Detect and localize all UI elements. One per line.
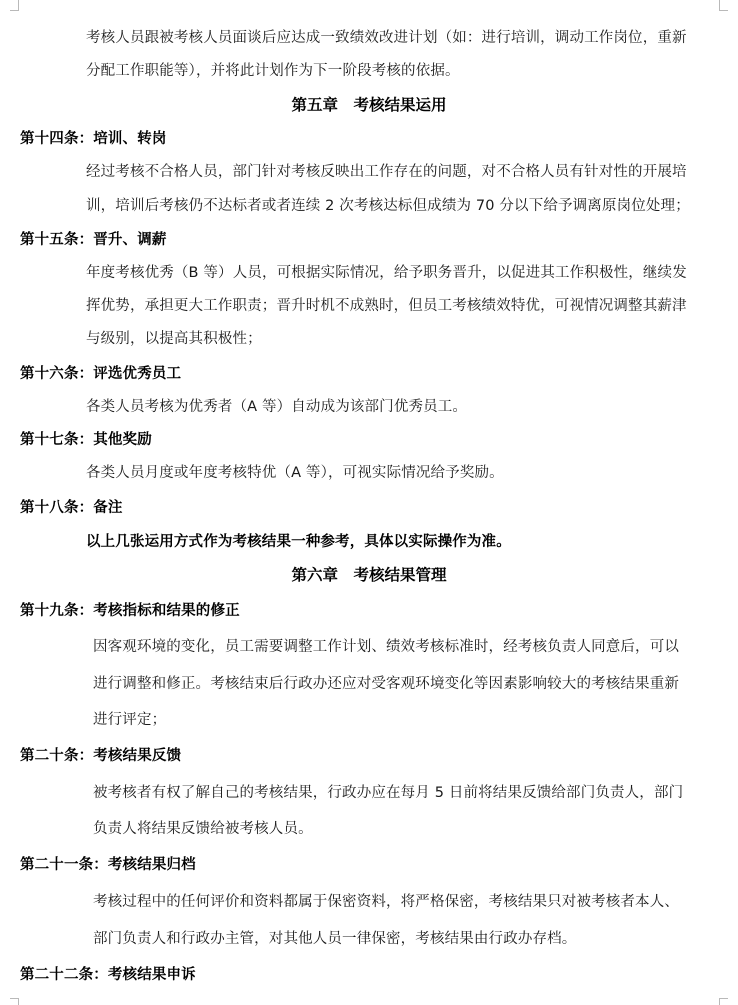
article-15-heading: 第十五条：晋升、调薪 xyxy=(20,232,167,248)
article-16-heading: 第十六条：评选优秀员工 xyxy=(20,366,182,382)
article-17-line-1: 各类人员月度或年度考核特优（A 等），可视实际情况给予奖励。 xyxy=(86,465,504,481)
article-18-line-1: 以上几张运用方式作为考核结果一种参考，具体以实际操作为准。 xyxy=(86,534,511,550)
article-14-line-1: 经过考核不合格人员，部门针对考核反映出工作存在的问题，对不合格人员有针对性的开展培 xyxy=(86,164,687,180)
article-22-heading: 第二十二条：考核结果申诉 xyxy=(20,967,196,983)
article-19-line-3: 进行评定； xyxy=(93,712,167,728)
crop-mark-bottom-left xyxy=(10,998,19,1005)
crop-mark-top-left xyxy=(10,0,19,11)
article-19-heading: 第十九条：考核指标和结果的修正 xyxy=(20,603,240,619)
chapter-6-title: 第六章 考核结果管理 xyxy=(291,566,447,584)
article-21-line-2: 部门负责人和行政办主管，对其他人员一律保密，考核结果由行政办存档。 xyxy=(93,931,577,947)
article-21-heading: 第二十一条：考核结果归档 xyxy=(20,857,196,873)
article-14-heading: 第十四条：培训、转岗 xyxy=(20,131,167,147)
article-19-line-1: 因客观环境的变化，员工需要调整工作计划、绩效考核标准时，经考核负责人同意后，可以 xyxy=(93,639,679,655)
article-16-line-1: 各类人员考核为优秀者（A 等）自动成为该部门优秀员工。 xyxy=(86,399,468,415)
article-20-heading: 第二十条：考核结果反馈 xyxy=(20,748,182,764)
article-15-line-2: 挥优势，承担更大工作职责；晋升时机不成熟时，但员工考核绩效特优，可视情况调整其薪津 xyxy=(86,298,687,314)
article-15-line-1: 年度考核优秀（B 等）人员，可根据实际情况，给予职务晋升，以促进其工作积极性，继续发 xyxy=(86,265,687,281)
intro-paragraph-line-1: 考核人员跟被考核人员面谈后应达成一致绩效改进计划（如：进行培训，调动工作岗位，重新 xyxy=(86,30,687,46)
article-21-line-1: 考核过程中的任何评价和资料都属于保密资料，将严格保密，考核结果只对被考核者本人、 xyxy=(93,894,679,910)
article-17-heading: 第十七条：其他奖励 xyxy=(20,432,152,448)
article-18-heading: 第十八条：备注 xyxy=(20,500,123,516)
intro-paragraph-line-2: 分配工作职能等），并将此计划作为下一阶段考核的依据。 xyxy=(86,63,460,79)
crop-mark-bottom-right xyxy=(719,998,728,1005)
article-19-line-2: 进行调整和修正。考核结束后行政办还应对受客观环境变化等因素影响较大的考核结果重新 xyxy=(93,676,679,692)
chapter-5-title: 第五章 考核结果运用 xyxy=(291,96,447,114)
article-15-line-3: 与级别，以提高其积极性； xyxy=(86,331,262,347)
article-14-line-2: 训，培训后考核仍不达标者或者连续 2 次考核达标但成绩为 70 分以下给予调离原岗位处理； xyxy=(86,198,690,214)
article-20-line-1: 被考核者有权了解自己的考核结果，行政办应在每月 5 日前将结果反馈给部门负责人，部门 xyxy=(93,785,684,801)
article-20-line-2: 负责人将结果反馈给被考核人员。 xyxy=(93,821,313,837)
crop-mark-top-right xyxy=(719,0,728,11)
